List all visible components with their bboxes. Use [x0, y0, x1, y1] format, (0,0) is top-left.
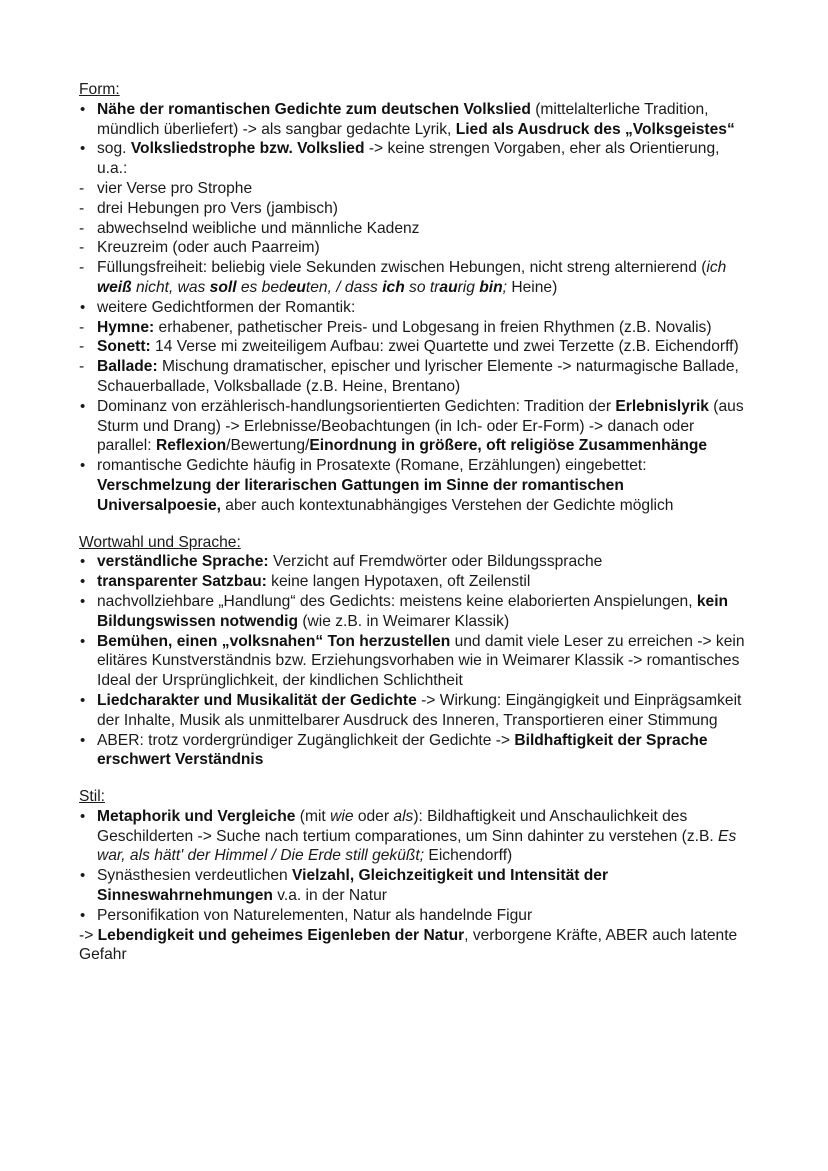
text-run: ABER: trotz vordergründiger Zugänglichkeit der Gedichte ->	[97, 731, 515, 749]
text-run: Verzicht auf Fremdwörter oder Bildungssprache	[268, 553, 603, 571]
text-run: nachvollziehbare „Handlung“ des Gedichts: meistens keine elaborierten Anspielungen,	[97, 592, 697, 610]
bullet-icon: •	[80, 100, 86, 118]
bullet-item	[79, 397, 751, 456]
text-run: keine langen Hypotaxen, oft Zeilenstil	[266, 573, 531, 591]
item-text	[97, 732, 708, 769]
text-run: Vielzahl, Gleichzeitigkeit und Intensität der Sinneswahrnehmungen	[97, 867, 609, 905]
bullet-icon: •	[80, 298, 86, 316]
text-run: aber auch kontextunabhängiges Verstehen der Gedichte möglich	[220, 496, 674, 514]
text-run: als	[393, 807, 414, 825]
bullet-item	[79, 807, 751, 866]
dash-icon: -	[79, 259, 85, 277]
bullet-icon: •	[80, 592, 86, 610]
dash-icon: -	[79, 358, 85, 376]
item-text	[97, 319, 712, 336]
bullet-item	[79, 572, 751, 592]
text-run: Metaphorik und Vergleiche	[97, 807, 296, 825]
section	[79, 80, 751, 516]
item-text	[97, 593, 728, 630]
item-text	[97, 101, 735, 138]
text-run: Verschmelzung der literarischen Gattungen im Sinne der romantischen Universalpoesie,	[97, 476, 624, 514]
dash-item	[79, 219, 751, 239]
text-run: ich	[382, 278, 405, 296]
item-text	[97, 220, 419, 237]
text-run: Volksliedstrophe bzw. Volkslied	[130, 140, 365, 158]
bullet-icon: •	[80, 807, 86, 825]
text-run: ich	[706, 259, 727, 277]
item-text	[97, 633, 745, 690]
bullet-icon: •	[80, 573, 86, 591]
text-run: es bed	[236, 278, 288, 296]
item-text	[97, 553, 602, 570]
text-run: soll	[209, 278, 237, 296]
text-run: eu	[287, 278, 306, 296]
dash-icon: -	[79, 219, 85, 237]
text-run: Sonett:	[97, 338, 151, 356]
text-run: drei Hebungen pro Vers (jambisch)	[97, 199, 338, 217]
section-heading: Stil:	[79, 788, 105, 806]
item-text	[79, 927, 737, 964]
dash-icon: -	[79, 338, 85, 356]
dash-item	[79, 238, 751, 258]
text-run: v.a. in der Natur	[272, 887, 388, 905]
text-run: weiß	[97, 278, 132, 296]
item-text	[97, 692, 741, 729]
text-run: au	[439, 278, 458, 296]
text-run: /Bewertung/	[226, 437, 310, 455]
text-run: rig	[457, 278, 480, 296]
item-text	[97, 457, 673, 514]
bullet-item	[79, 298, 751, 318]
text-run: Heine)	[507, 278, 558, 296]
text-run: (wie z.B. in Weimarer Klassik)	[298, 612, 510, 630]
text-run: kein Bildungswissen notwendig	[97, 592, 729, 630]
text-run: Bemühen, einen „volksnahen“ Ton herzustellen	[97, 632, 451, 650]
dash-item	[79, 199, 751, 219]
text-run: (mittelalterliche Tradition, mündlich überliefert) -> als sangbar gedachte Lyrik,	[97, 100, 709, 138]
item-text	[97, 239, 320, 256]
bullet-item	[79, 552, 751, 572]
text-run: ;	[502, 278, 507, 296]
bullet-icon: •	[80, 397, 86, 415]
bullet-item	[79, 691, 751, 731]
document-body	[79, 80, 751, 982]
text-run: vier Verse pro Strophe	[97, 179, 253, 197]
dash-item	[79, 318, 751, 338]
item-text	[97, 140, 719, 177]
bullet-icon: •	[80, 731, 86, 749]
item-text	[97, 180, 252, 197]
section	[79, 787, 751, 965]
text-run: Synästhesien verdeutlichen	[97, 867, 293, 885]
text-run: verständliche Sprache:	[97, 553, 269, 571]
item-text	[97, 200, 338, 217]
dash-icon: -	[79, 199, 85, 217]
text-run: -> keine strengen Vorgaben, eher als Orientierung, u.a.:	[97, 140, 720, 178]
item-text	[97, 338, 739, 355]
text-run: Reflexion	[155, 437, 227, 455]
text-run: weitere Gedichtformen der Romantik:	[97, 298, 356, 316]
text-run: ->	[79, 926, 98, 944]
bullet-icon: •	[80, 457, 86, 475]
text-run: , verborgene Kräfte, ABER auch latente Gefahr	[79, 926, 738, 964]
dash-item	[79, 258, 751, 298]
bullet-item	[79, 100, 751, 140]
text-run: Personifikation von Naturelementen, Natur als handelnde Figur	[97, 906, 533, 924]
item-text	[97, 358, 739, 395]
text-run: oder	[353, 807, 394, 825]
text-run: -> Wirkung: Eingängigkeit und Einprägsamkeit der Inhalte, Musik als unmittelbarer Ausdruck des Inneren, Transportieren einer Stimmung	[97, 691, 742, 729]
section-heading: Wortwahl und Sprache:	[79, 533, 241, 551]
item-text	[97, 808, 736, 865]
text-run: (aus Sturm und Drang) -> Erlebnisse/Beobachtungen (in Ich- oder Er-Form) -> danach oder parallel:	[97, 397, 744, 455]
text-run: Hymne:	[97, 318, 155, 336]
text-run: Einordnung in größere, oft religiöse Zusammenhänge	[309, 437, 708, 455]
text-run: und damit viele Leser zu erreichen -> kein elitäres Kunstverständnis bzw. Erziehungsvorhaben wie in Weimarer Klassik -> romantisches Ideal der Ursprünglichkeit, der kindlichen Schlichtheit	[97, 632, 745, 690]
text-run: abwechselnd weibliche und männliche Kadenz	[97, 219, 420, 237]
text-run: ten, / dass	[305, 278, 383, 296]
item-text	[97, 398, 744, 455]
bullet-icon: •	[80, 867, 86, 885]
dash-item	[79, 179, 751, 199]
text-run: (mit	[295, 807, 331, 825]
section	[79, 533, 751, 771]
bullet-item	[79, 139, 751, 179]
text-run: Nähe der romantischen Gedichte zum deutschen Volkslied	[97, 100, 531, 118]
dash-item	[79, 337, 751, 357]
bullet-item	[79, 632, 751, 691]
item-text	[97, 907, 532, 924]
text-run: Es war, als hätt' der Himmel / Die Erde still geküßt;	[97, 827, 737, 865]
bullet-icon: •	[80, 906, 86, 924]
text-run: nicht, was	[131, 278, 210, 296]
text-run: sog.	[97, 140, 131, 158]
text-run: ): Bildhaftigkeit und Anschaulichkeit des Geschilderten -> Suche nach tertium comparationes, um Sinn dahinter zu verstehen (z.B.	[97, 807, 719, 845]
text-run: transparenter Satzbau:	[97, 573, 267, 591]
text-run: 14 Verse mi zweiteiligem Aufbau: zwei Quartette und zwei Terzette (z.B. Eichendorff)	[150, 338, 739, 356]
text-run: Erlebnislyrik	[615, 397, 709, 415]
dash-icon: -	[79, 239, 85, 257]
text-run: romantische Gedichte häufig in Prosatexte (Romane, Erzählungen) eingebettet:	[97, 457, 647, 475]
bullet-item	[79, 906, 751, 926]
text-run: Füllungsfreiheit: beliebig viele Sekunden zwischen Hebungen, nicht streng alternierend (	[97, 259, 707, 277]
section-heading: Form:	[79, 81, 120, 98]
bullet-icon: •	[80, 632, 86, 650]
text-run: Bildhaftigkeit der Sprache erschwert Verständnis	[97, 731, 708, 769]
bullet-item	[79, 592, 751, 632]
text-run: wie	[330, 807, 354, 825]
item-text	[97, 867, 608, 904]
text-run: so tr	[404, 278, 440, 296]
bullet-icon: •	[80, 140, 86, 158]
text-run: erhabener, pathetischer Preis- und Lobgesang in freien Rhythmen (z.B. Novalis)	[154, 318, 712, 336]
dash-icon: -	[79, 179, 85, 197]
bullet-item	[79, 866, 751, 906]
text-run: Mischung dramatischer, epischer und lyrischer Elemente -> naturmagische Ballade, Schauerballade, Volksballade (z.B. Heine, Brentano)	[97, 358, 739, 395]
bullet-item	[79, 456, 751, 515]
item-text	[97, 573, 530, 590]
text-run: Lebendigkeit und geheimes Eigenleben der Natur	[97, 926, 465, 944]
text-run: Lied als Ausdruck des „Volksgeistes“	[455, 120, 735, 138]
text-run: Eichendorff)	[424, 847, 513, 865]
item-text	[97, 259, 726, 296]
text-run: Liedcharakter und Musikalität der Gedichte	[97, 691, 417, 709]
text-line	[79, 926, 751, 966]
text-run: bin	[479, 278, 503, 296]
bullet-icon: •	[80, 553, 86, 571]
item-text	[97, 299, 355, 316]
text-run: Ballade:	[97, 358, 158, 376]
dash-item	[79, 357, 751, 397]
dash-icon: -	[79, 318, 85, 336]
bullet-item	[79, 731, 751, 771]
text-run: Dominanz von erzählerisch-handlungsorientierten Gedichten: Tradition der	[97, 397, 616, 415]
text-run: Kreuzreim (oder auch Paarreim)	[97, 239, 320, 257]
bullet-icon: •	[80, 691, 86, 709]
